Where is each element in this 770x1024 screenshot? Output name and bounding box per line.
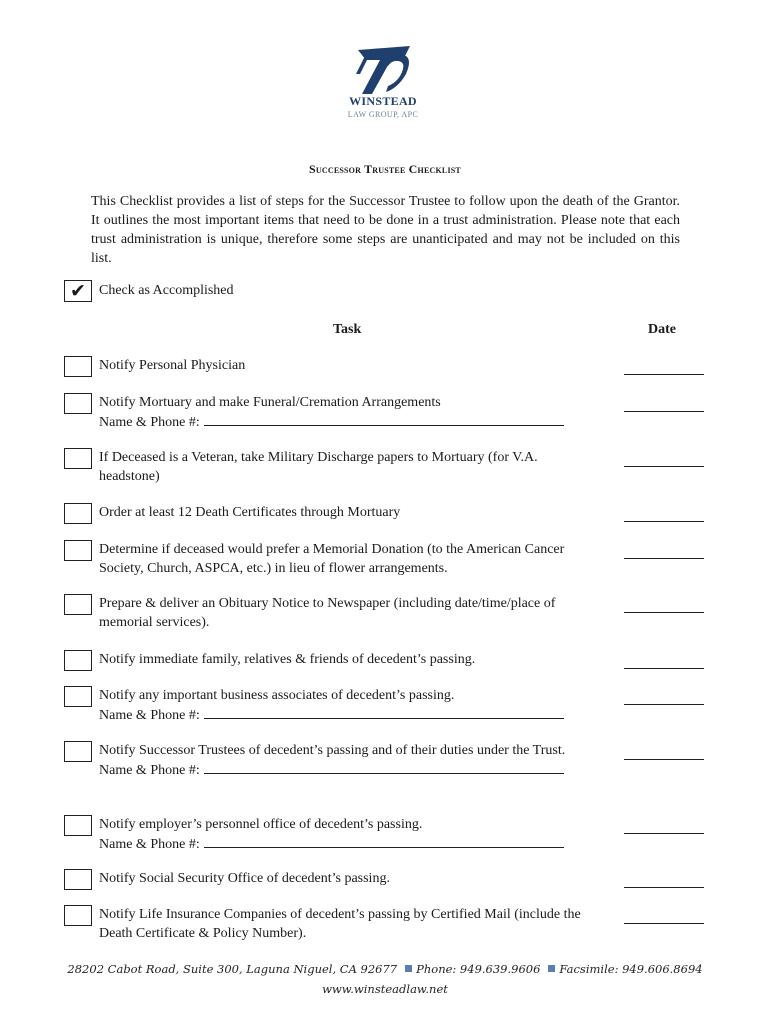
date-field[interactable] <box>624 668 704 669</box>
checkmark-icon: ✔ <box>70 280 86 302</box>
task-text-line: Notify any important business associates of decedent’s passing. <box>99 688 455 703</box>
task-checkbox[interactable] <box>64 869 92 890</box>
task-checkbox[interactable] <box>64 540 92 561</box>
legend-checkbox <box>64 280 92 302</box>
footer-address: 28202 Cabot Road, Suite 300, Laguna Niguel, CA 92677 <box>67 962 398 976</box>
date-field[interactable] <box>624 466 704 467</box>
task-text-line: Notify employer’s personnel office of decedent’s passing. <box>99 817 423 832</box>
square-bullet-icon <box>405 965 412 972</box>
task-text: Determine if deceased would prefer a Memorial Donation (to the American Cancer Society, Church, ASPCA, etc.) in lieu of flower arrangements. <box>99 542 565 576</box>
date-field[interactable] <box>624 521 704 522</box>
date-field[interactable] <box>624 612 704 613</box>
task-text: Notify Life Insurance Companies of decedent’s passing by Certified Mail (include the Death Certificate & Policy Number). <box>99 907 581 941</box>
name-phone-line <box>99 835 599 855</box>
name-phone-line <box>99 761 599 781</box>
name-phone-line <box>99 413 599 433</box>
task-checkbox[interactable] <box>64 393 92 414</box>
date-field[interactable] <box>624 887 704 888</box>
task-checkbox[interactable] <box>64 594 92 615</box>
footer-fax: Facsimile: 949.606.8694 <box>559 962 703 976</box>
name-phone-label: Name & Phone #: <box>99 707 200 723</box>
date-field[interactable] <box>624 759 704 760</box>
intro-paragraph: This Checklist provides a list of steps for the Successor Trustee to follow upon the death of the Grantor. It outlines the most important items that need to be done in a trust administration. Please note that each trust administration is unique, therefore some steps are unanticipated and may not be included on this list. <box>91 194 680 266</box>
task-checkbox[interactable] <box>64 741 92 762</box>
task-text <box>99 394 599 432</box>
date-field[interactable] <box>624 411 704 412</box>
winstead-logo-mark-icon <box>348 44 418 96</box>
logo-name: WINSTEAD <box>349 94 417 108</box>
footer-phone: Phone: 949.639.9606 <box>416 962 541 976</box>
date-field[interactable] <box>624 374 704 375</box>
name-phone-field[interactable] <box>204 413 564 426</box>
task-text: If Deceased is a Veteran, take Military Discharge papers to Mortuary (for V.A. headstone) <box>99 450 538 484</box>
footer-website[interactable]: www.winsteadlaw.net <box>322 982 448 996</box>
task-text-line: Notify Mortuary and make Funeral/Cremation Arrangements <box>99 395 441 410</box>
task-checkbox[interactable] <box>64 905 92 926</box>
task-text: Order at least 12 Death Certificates through Mortuary <box>99 505 401 520</box>
task-text: Notify Personal Physician <box>99 358 246 373</box>
date-field[interactable] <box>624 833 704 834</box>
column-header-date: Date <box>648 322 676 337</box>
task-checkbox[interactable] <box>64 650 92 671</box>
legend-label: Check as Accomplished <box>99 283 234 298</box>
task-text <box>99 687 599 725</box>
date-field[interactable] <box>624 704 704 705</box>
task-checkbox[interactable] <box>64 448 92 469</box>
task-text-line: Notify Successor Trustees of decedent’s passing and of their duties under the Trust. <box>99 743 566 758</box>
task-checkbox[interactable] <box>64 503 92 524</box>
task-text: Notify immediate family, relatives & friends of decedent’s passing. <box>99 652 476 667</box>
square-bullet-icon <box>548 965 555 972</box>
task-checkbox[interactable] <box>64 356 92 377</box>
name-phone-field[interactable] <box>204 761 564 774</box>
page-title: Successor Trustee Checklist <box>309 162 461 176</box>
name-phone-label: Name & Phone #: <box>99 762 200 778</box>
task-text <box>99 816 599 854</box>
task-text <box>99 742 599 780</box>
name-phone-field[interactable] <box>204 706 564 719</box>
name-phone-line <box>99 706 599 726</box>
name-phone-field[interactable] <box>204 835 564 848</box>
footer <box>0 962 770 996</box>
task-checkbox[interactable] <box>64 686 92 707</box>
firm-logo <box>340 44 426 126</box>
task-checkbox[interactable] <box>64 815 92 836</box>
task-text: Prepare & deliver an Obituary Notice to Newspaper (including date/time/place of memorial services). <box>99 596 556 630</box>
date-field[interactable] <box>624 923 704 924</box>
name-phone-label: Name & Phone #: <box>99 836 200 852</box>
column-header-task: Task <box>333 322 362 337</box>
date-field[interactable] <box>624 558 704 559</box>
footer-contact-line <box>0 962 770 976</box>
name-phone-label: Name & Phone #: <box>99 414 200 430</box>
logo-subtitle: LAW GROUP, APC <box>347 110 419 119</box>
task-text: Notify Social Security Office of decedent’s passing. <box>99 871 390 886</box>
